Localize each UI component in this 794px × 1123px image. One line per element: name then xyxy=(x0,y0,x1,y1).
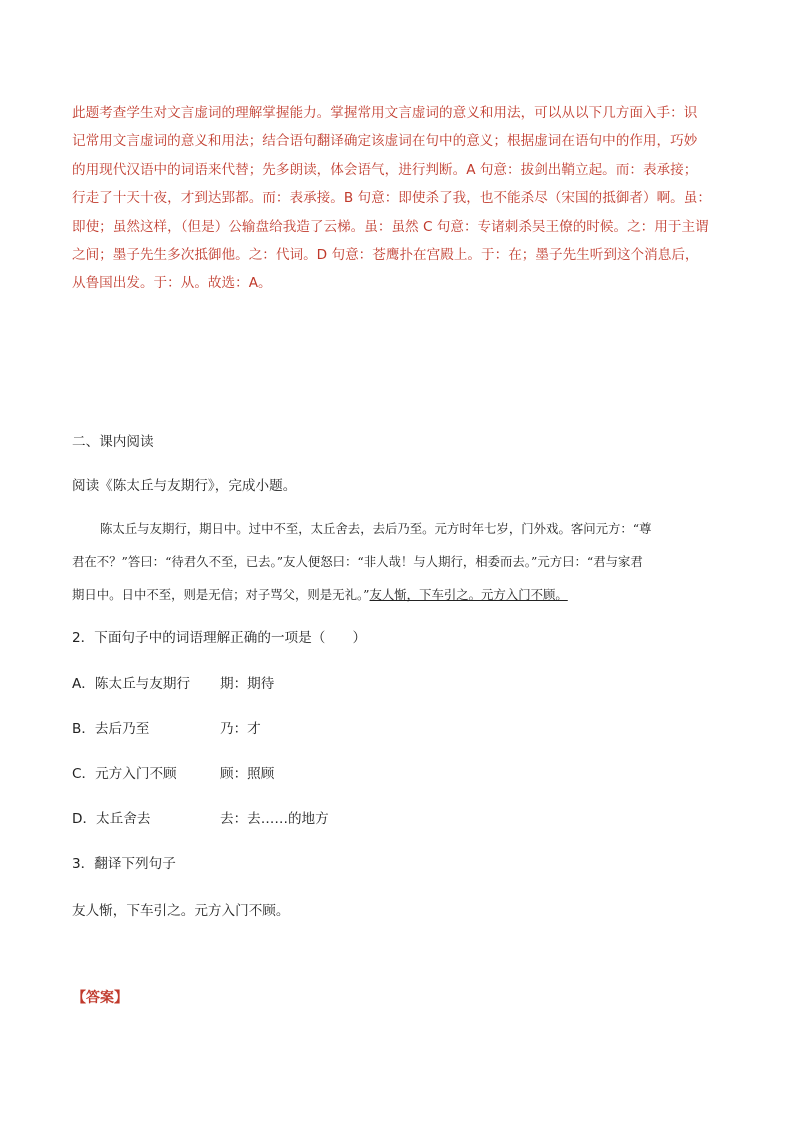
explanation-line: 的用现代汉语中的词语来代替；先多朗读，体会语气，进行判断。A 句意：拔剑出鞘立起。而：表承接； xyxy=(72,161,698,178)
reading-instruction: 阅读《陈太丘与友期行》，完成小题。 xyxy=(72,478,297,494)
option-gloss: 顾：照顾 xyxy=(220,766,275,782)
explanation-line: 记常用文言虚词的意义和用法；结合语句翻译确定该虚词在句中的意义；根据虚词在语句中的作用，巧妙 xyxy=(72,133,698,150)
option-gloss: 乃：才 xyxy=(220,721,261,737)
option-b xyxy=(72,717,261,737)
question-2-stem: 2．下面句子中的词语理解正确的一项是（ ） xyxy=(72,630,367,646)
explanation-line: 之间；墨子先生多次抵御他。之：代词。D 句意：苍鹰扑在宫殿上。于：在；墨子先生听到这个消息后， xyxy=(72,247,699,264)
option-label: D．太丘舍去 xyxy=(72,811,151,827)
explanation-line: 即使；虽然这样，（但是）公输盘给我造了云梯。虽：虽然 C 句意：专诸刺杀吴王僚的时候。之：用于主谓 xyxy=(72,218,709,235)
passage-line xyxy=(72,578,722,611)
option-d xyxy=(72,807,329,827)
explanation-line: 此题考查学生对文言虚词的理解掌握能力。掌握常用文言虚词的意义和用法，可以从以下几方面入手：识 xyxy=(72,105,698,121)
passage-text: 期日中。日中不至，则是无信；对子骂父，则是无礼。” xyxy=(72,587,370,602)
explanation-line: 行走了十天十夜，才到达郢都。而：表承接。B 句意：即使杀了我，也不能杀尽（宋国的抵御者）啊。虽： xyxy=(72,190,711,207)
answer-label: 【答案】 xyxy=(72,990,128,1006)
passage-line: 君在不？”答曰：“待君久不至，已去。”友人便怒曰：“非人哉！与人期行，相委而去。”元方曰：“君与家君 xyxy=(72,554,643,569)
question-3-stem: 3．翻译下列句子 xyxy=(72,856,176,872)
option-gloss: 去：去……的地方 xyxy=(220,811,329,827)
option-label: B．去后乃至 xyxy=(72,721,150,737)
option-a xyxy=(72,672,275,692)
classical-passage xyxy=(72,512,722,611)
option-label: C．元方入门不顾 xyxy=(72,766,177,782)
explanation-line: 从鲁国出发。于：从。故选：A。 xyxy=(72,275,272,292)
section-heading: 二、课内阅读 xyxy=(72,434,154,450)
explanation-text xyxy=(72,99,722,298)
question-3-sentence: 友人惭，下车引之。元方入门不顾。 xyxy=(72,903,290,919)
option-gloss: 期：期待 xyxy=(220,676,275,692)
option-label: A．陈太丘与友期行 xyxy=(72,676,191,692)
underlined-sentence: 友人惭，下车引之。元方入门不顾。 xyxy=(369,587,568,602)
option-c xyxy=(72,762,275,782)
passage-line: 陈太丘与友期行，期日中。过中不至，太丘舍去，去后乃至。元方时年七岁，门外戏。客问元方：“尊 xyxy=(100,521,652,536)
